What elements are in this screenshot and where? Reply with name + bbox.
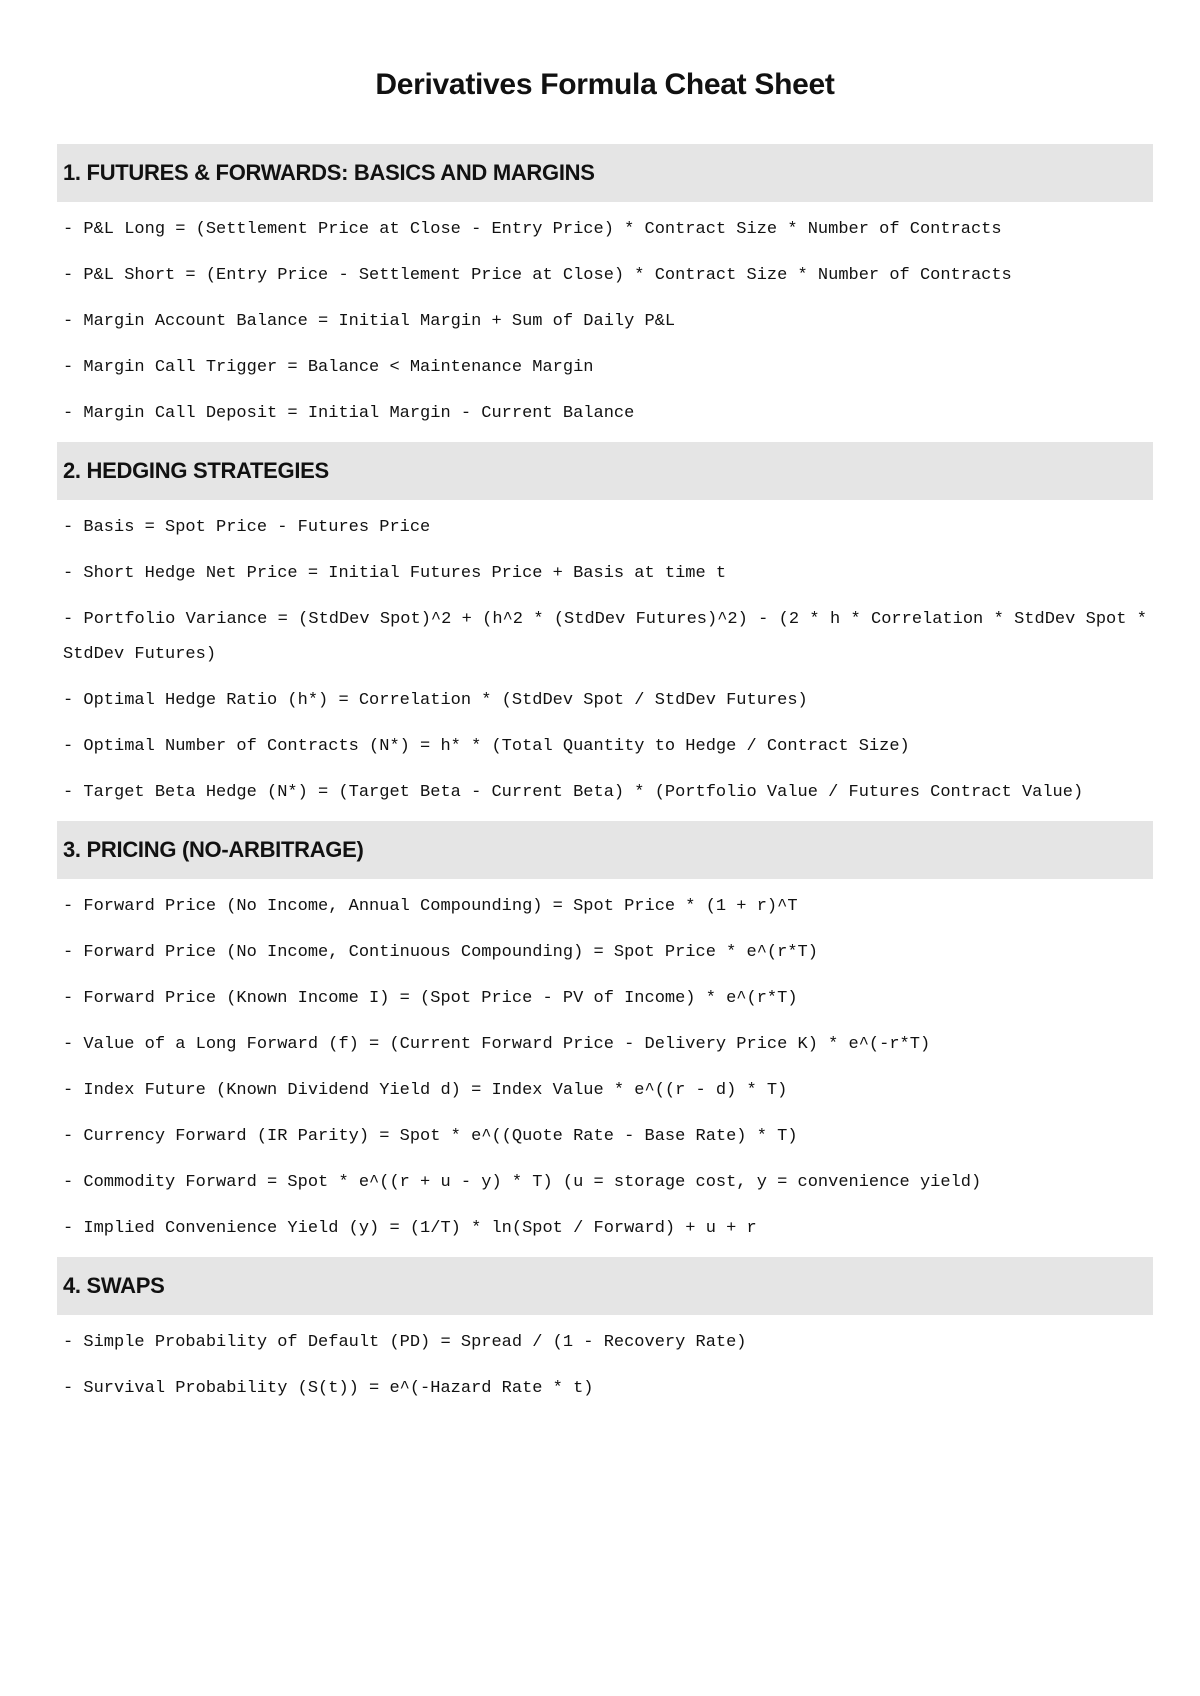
section-pricing — [57, 821, 1153, 1246]
formula-item: - Portfolio Variance = (StdDev Spot)^2 + (h^2 * (StdDev Futures)^2) - (2 * h * Correlation * StdDev Spot * StdDev Futures) — [63, 610, 1147, 664]
formula-list — [57, 202, 1153, 431]
formula-item: - Survival Probability (S(t)) = e^(-Hazard Rate * t) — [63, 1379, 594, 1398]
formula-item: - Commodity Forward = Spot * e^((r + u - y) * T) (u = storage cost, y = convenience yield) — [63, 1173, 982, 1192]
section-swaps — [57, 1257, 1153, 1406]
formula-item: - Forward Price (Known Income I) = (Spot Price - PV of Income) * e^(r*T) — [63, 989, 798, 1008]
formula-item: - Forward Price (No Income, Continuous Compounding) = Spot Price * e^(r*T) — [63, 943, 818, 962]
formula-item: - Margin Call Trigger = Balance < Maintenance Margin — [63, 358, 594, 377]
formula-item: - Currency Forward (IR Parity) = Spot * e^((Quote Rate - Base Rate) * T) — [63, 1127, 798, 1146]
formula-list — [57, 879, 1153, 1246]
document-title: Derivatives Formula Cheat Sheet — [375, 68, 835, 101]
formula-item: - Target Beta Hedge (N*) = (Target Beta - Current Beta) * (Portfolio Value / Futures Contract Value) — [63, 783, 1084, 802]
section-futures-forwards — [57, 144, 1153, 431]
formula-item: - Short Hedge Net Price = Initial Futures Price + Basis at time t — [63, 564, 727, 583]
formula-item: - Margin Call Deposit = Initial Margin - Current Balance — [63, 404, 635, 423]
document-page — [57, 0, 1153, 1417]
formula-item: - Basis = Spot Price - Futures Price — [63, 518, 431, 537]
formula-item: - Optimal Hedge Ratio (h*) = Correlation * (StdDev Spot / StdDev Futures) — [63, 691, 808, 710]
section-heading: 2. HEDGING STRATEGIES — [57, 442, 1153, 500]
section-heading: 4. SWAPS — [57, 1257, 1153, 1315]
formula-item: - Margin Account Balance = Initial Margin + Sum of Daily P&L — [63, 312, 676, 331]
section-heading: 1. FUTURES & FORWARDS: BASICS AND MARGINS — [57, 144, 1153, 202]
formula-item: - P&L Short = (Entry Price - Settlement Price at Close) * Contract Size * Number of Contracts — [63, 266, 1012, 285]
formula-item: - Simple Probability of Default (PD) = Spread / (1 - Recovery Rate) — [63, 1333, 747, 1352]
formula-item: - Optimal Number of Contracts (N*) = h* * (Total Quantity to Hedge / Contract Size) — [63, 737, 910, 756]
formula-item: - Forward Price (No Income, Annual Compounding) = Spot Price * (1 + r)^T — [63, 897, 798, 916]
section-hedging-strategies — [57, 442, 1153, 810]
formula-item: - Value of a Long Forward (f) = (Current Forward Price - Delivery Price K) * e^(-r*T) — [63, 1035, 931, 1054]
section-heading: 3. PRICING (NO-ARBITRAGE) — [57, 821, 1153, 879]
formula-item: - Index Future (Known Dividend Yield d) = Index Value * e^((r - d) * T) — [63, 1081, 788, 1100]
formula-list — [57, 500, 1153, 810]
formula-item: - Implied Convenience Yield (y) = (1/T) * ln(Spot / Forward) + u + r — [63, 1219, 757, 1238]
formula-list — [57, 1315, 1153, 1406]
formula-item: - P&L Long = (Settlement Price at Close - Entry Price) * Contract Size * Number of Contracts — [63, 220, 1002, 239]
